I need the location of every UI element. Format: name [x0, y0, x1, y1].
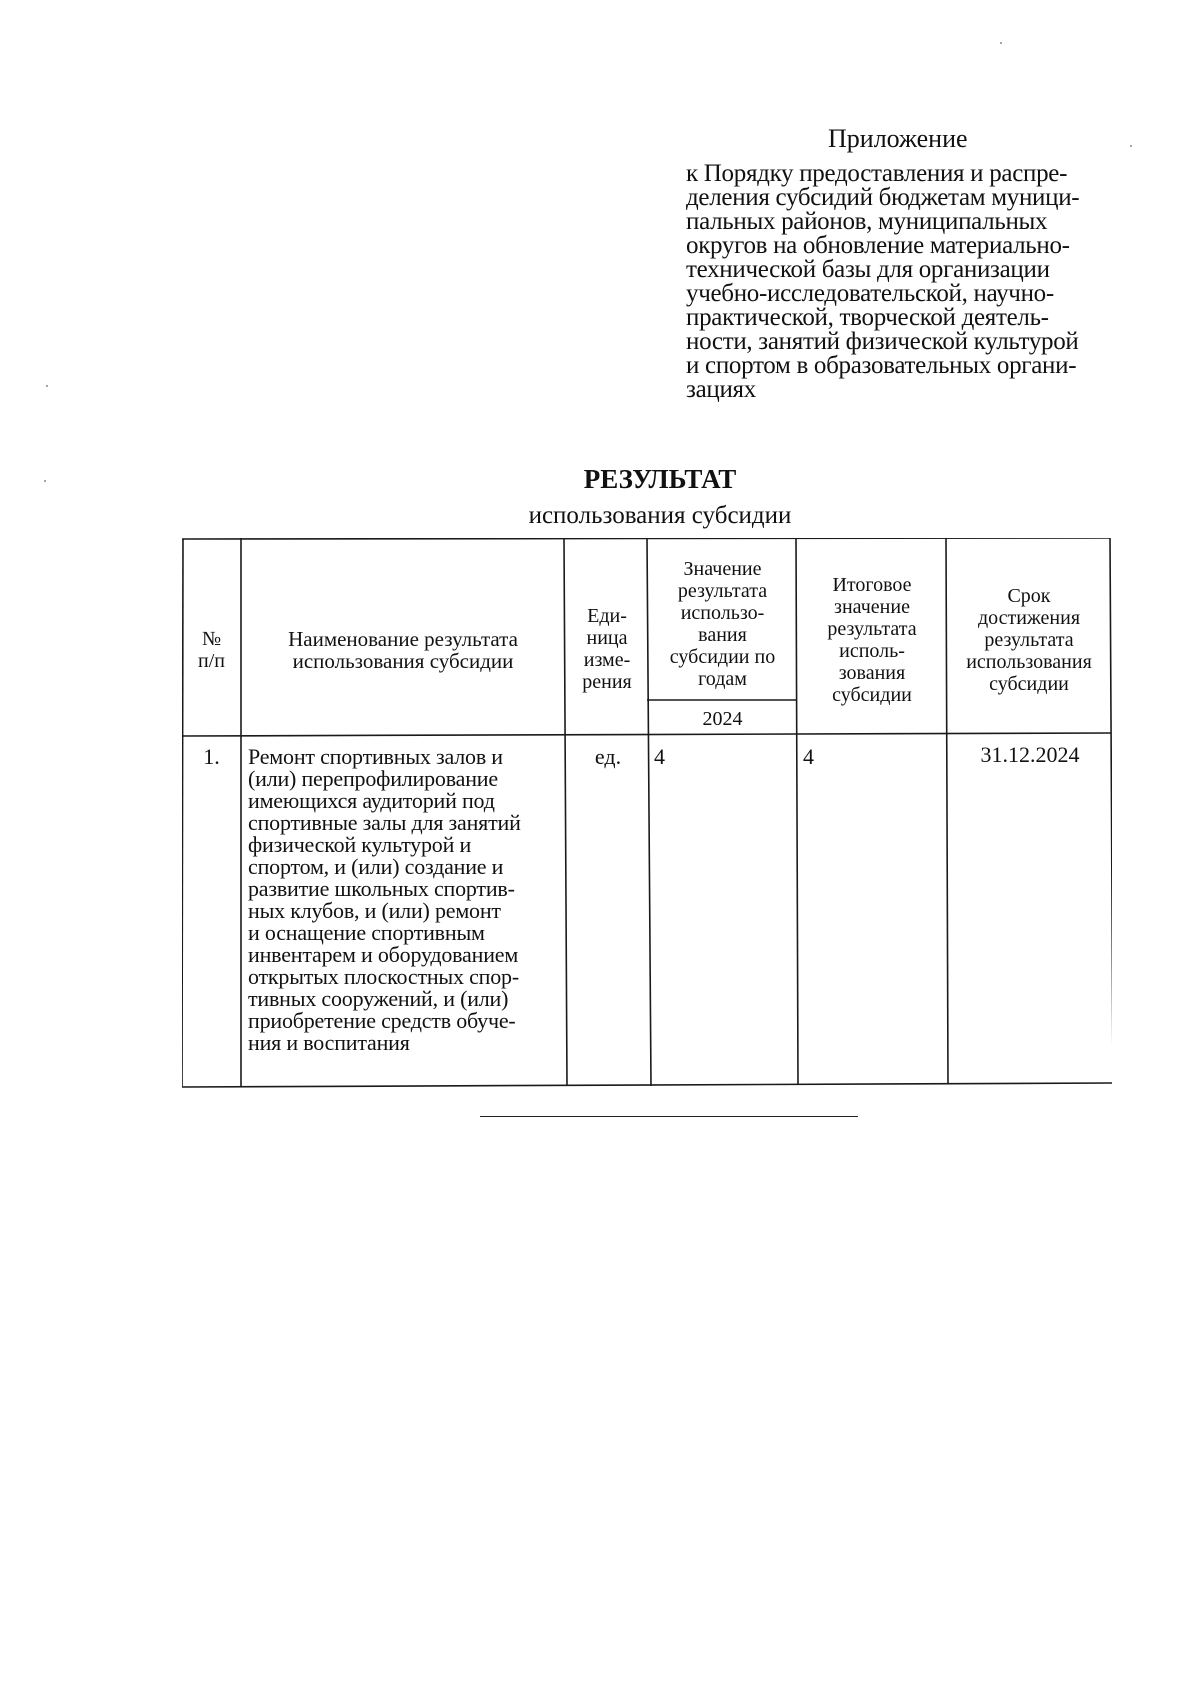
row-name-line: Ремонт спортивных залов и	[248, 744, 503, 769]
row-name-line: открытых плоскостных спор-	[248, 964, 519, 989]
header-text: рения	[582, 671, 632, 693]
header-unit	[565, 605, 649, 693]
header-text: Наименование результата	[288, 627, 518, 651]
closing-rule	[480, 1116, 858, 1117]
row-name-line: развитие школьных спортив-	[248, 876, 515, 901]
result-table	[182, 538, 1112, 1088]
row-deadline: 31.12.2024	[980, 742, 1080, 767]
header-name	[241, 628, 565, 672]
row-name-line: (или) перепрофилирование	[248, 766, 498, 791]
row-name-line: тивных сооружений, и (или)	[248, 986, 509, 1011]
row-name-line: физической культурой и	[248, 832, 472, 857]
header-total	[797, 574, 947, 706]
header-text: субсидии по	[669, 646, 776, 668]
row-total: 4	[803, 744, 814, 769]
header-text: Значение	[683, 558, 762, 580]
header-text: ница	[586, 627, 628, 649]
scan-speck	[1000, 42, 1002, 44]
header-text: исполь-	[839, 640, 905, 662]
scan-speck	[44, 480, 46, 482]
row-name-line: спортивные залы для занятий	[248, 810, 521, 835]
appendix-text	[686, 162, 1126, 402]
header-text: вания	[698, 624, 747, 646]
row-unit: ед.	[594, 744, 622, 769]
header-text: Срок	[1007, 585, 1051, 607]
header-deadline	[947, 585, 1111, 695]
header-text: годам	[698, 668, 747, 690]
row-name-line: инвентарем и оборудованием	[248, 942, 519, 967]
header-text: достижения	[977, 607, 1081, 629]
header-text: зования	[838, 662, 906, 684]
appendix-line: округов на обновление материально-	[686, 232, 1070, 259]
header-text: использования	[966, 651, 1092, 673]
header-text: субсидии	[989, 673, 1069, 695]
row-name-line: ния и воспитания	[248, 1030, 410, 1055]
header-text: 2024	[702, 708, 743, 730]
header-year	[648, 708, 797, 730]
appendix-line: ности, занятий физической культурой	[686, 328, 1079, 355]
scan-speck	[1130, 145, 1132, 147]
appendix-line: и спортом в образовательных органи-	[686, 352, 1077, 379]
appendix-line: к Порядку предоставления и распре-	[686, 160, 1068, 187]
row-name-line: ных клубов, и (или) ремонт	[248, 898, 501, 923]
row-name-line: имеющихся аудиторий под	[248, 788, 495, 813]
table-border-left	[182, 539, 183, 1087]
header-text: Итоговое	[832, 574, 912, 596]
appendix-line: практической, творческой деятель-	[686, 304, 1049, 331]
scan-speck	[46, 385, 48, 387]
table-border-top	[182, 538, 1110, 539]
row-name-line: и оснащение спортивным	[248, 920, 485, 945]
header-text: п/п	[198, 650, 225, 672]
document-title: РЕЗУЛЬТАТ	[583, 464, 737, 494]
header-text: результата	[827, 618, 917, 640]
appendix-line: пальных районов, муниципальных	[686, 208, 1048, 235]
header-text: изме-	[583, 649, 631, 671]
appendix-line: зациях	[686, 376, 756, 403]
header-text: результата	[984, 629, 1074, 651]
header-text: №	[201, 628, 222, 650]
header-text: использо-	[680, 602, 765, 624]
appendix-line: учебно-исследовательской, научно-	[686, 280, 1054, 307]
row-value-2024: 4	[654, 744, 665, 769]
appendix-title: Приложение	[828, 124, 968, 153]
header-bottom-line	[182, 733, 1111, 736]
appendix-line: деления субсидий бюджетам муници-	[686, 184, 1080, 211]
header-text: результата	[677, 580, 768, 602]
document-subtitle: использования субсидии	[528, 502, 792, 529]
header-text: использования субсидии	[292, 649, 514, 673]
header-text: субсидии	[832, 684, 912, 706]
row-name-line: спортом, и (или) создание и	[248, 854, 504, 879]
appendix-line: технической базы для организации	[686, 256, 1050, 283]
row-name-line: приобретение средств обуче-	[248, 1008, 516, 1033]
header-text: Еди-	[587, 605, 627, 627]
row-name	[248, 746, 564, 1054]
table-border-bottom	[182, 1083, 1112, 1087]
header-text: значение	[834, 596, 910, 618]
header-value	[648, 558, 797, 690]
header-num	[182, 628, 241, 672]
row-num: 1.	[203, 744, 220, 769]
